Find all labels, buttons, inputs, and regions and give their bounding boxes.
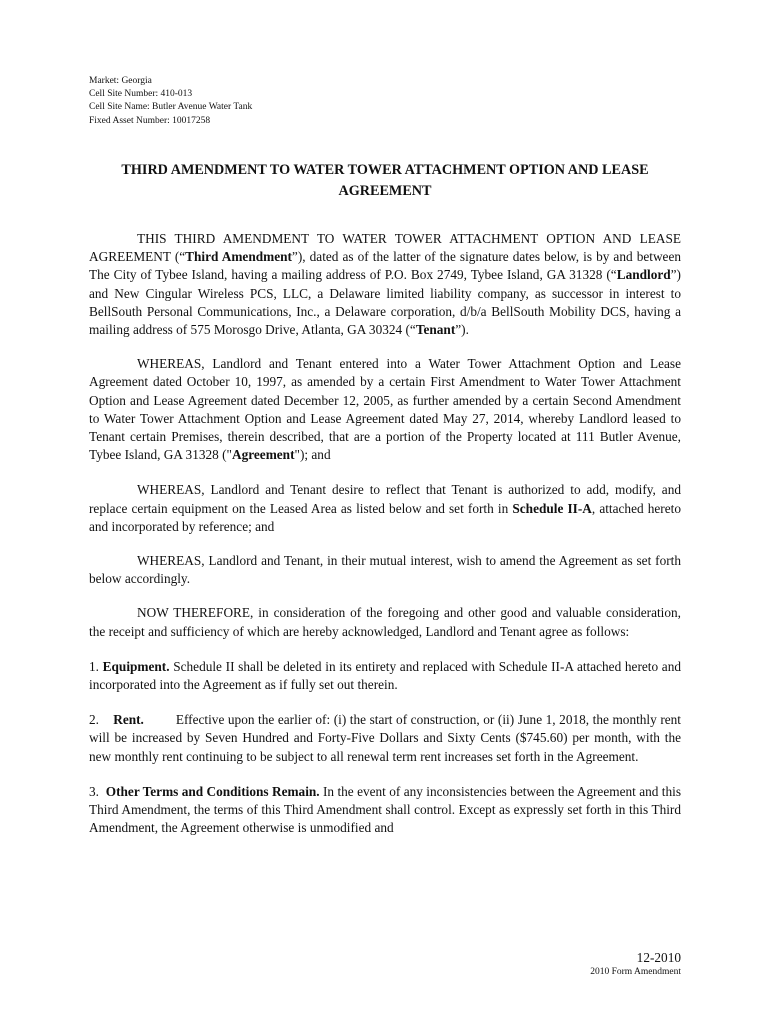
whereas2-text-2: , attached hereto and incorporated by reference; and (89, 500, 681, 534)
intro-text-2: ”), dated as of the latter of the signature dates below, is by and between The City of Tybee Island, having a mailing address of P.O. Box 2749, Tybee Island, GA 31328 (“ (89, 249, 682, 283)
document-title (89, 160, 681, 202)
title-line-1: THIRD AMENDMENT TO WATER TOWER ATTACHMENT OPTION AND LEASE (121, 162, 649, 178)
whereas2-schedule-ref: Schedule II-A (512, 500, 592, 516)
whereas2-text-1: WHEREAS, Landlord and Tenant desire to reflect that Tenant is authorized to add, modify, and replace certain equipment on the Leased Area as listed below and set forth in (89, 482, 681, 516)
footer-form-code: 12-2010 (636, 950, 681, 965)
intro-paragraph (89, 230, 681, 339)
section-2-text: Effective upon the earlier of: (i) the start of construction, or (ii) June 1, 2018, the monthly rent will be increased by Seven Hundred and Forty-Five Dollars and Sixty Cents ($745.60) per month, with the new monthly rent continuing to be subject to all renewal term rent increases set forth in the Agreement. (89, 712, 682, 764)
cell-site-name-line: Cell Site Name: Butler Avenue Water Tank (89, 102, 253, 113)
document-body (89, 230, 681, 854)
section-1-number: 1. (89, 658, 99, 674)
whereas-paragraph-2 (89, 481, 681, 536)
section-3-text: In the event of any inconsistencies between the Agreement and this Third Amendment, the terms of this Third Amendment shall control. Except as expressly set forth in this Third Amendment, the Agreement otherwise is unmodified and (89, 783, 681, 836)
section-3-number: 3. (89, 783, 99, 799)
whereas-paragraph-3: WHEREAS, Landlord and Tenant, in their mutual interest, wish to amend the Agreement as set forth below accordingly. (89, 553, 681, 587)
section-2-rent (89, 711, 681, 766)
intro-defined-term-third-amendment: Third Amendment (185, 249, 292, 265)
section-1-text: Schedule II shall be deleted in its entirety and replaced with Schedule II-A attached hereto and incorporated into the Agreement as if fully set out therein. (89, 658, 682, 693)
whereas-paragraph-1 (89, 355, 681, 464)
footer-form-name: 2010 Form Amendment (590, 967, 681, 977)
intro-text-4: ”). (455, 322, 469, 338)
section-1-heading: Equipment. (102, 658, 170, 674)
now-therefore-paragraph: NOW THEREFORE, in consideration of the foregoing and other good and valuable consideration, the receipt and sufficiency of which are hereby acknowledged, Landlord and Tenant agree as follows: (89, 605, 681, 639)
section-1-equipment (89, 658, 681, 694)
intro-text-3: ”) and New Cingular Wireless PCS, LLC, a Delaware limited liability company, as successor in interest to BellSouth Personal Communications, Inc., a Delaware corporation, d/b/a BellSouth Mobility DCS, having a mailing address of 575 Morosgo Drive, Atlanta, GA 30324 (“ (89, 267, 681, 338)
fixed-asset-number-line: Fixed Asset Number: 10017258 (89, 115, 211, 126)
title-line-2: AGREEMENT (338, 183, 432, 199)
intro-defined-term-landlord: Landlord (616, 267, 671, 283)
section-2-heading: Rent. (113, 712, 144, 728)
cell-site-number-line: Cell Site Number: 410-013 (89, 89, 193, 100)
section-3-other-terms (89, 783, 681, 838)
whereas1-text-1: WHEREAS, Landlord and Tenant entered into a Water Tower Attachment Option and Lease Agreement dated October 10, 1997, as amended by a certain First Amendment to Water Tower Attachment Option and Lease Agreement dated December 12, 2005, as further amended by a certain Second Amendment to Water Tower Attachment Option and Lease Agreement dated May 27, 2014, whereby Landlord leased to Tenant certain Premises, therein described, that are a portion of the Property located at 111 Butler Avenue, Tybee Island, GA 31328 (" (89, 356, 681, 463)
intro-text-1: THIS THIRD AMENDMENT TO WATER TOWER ATTACHMENT OPTION AND LEASE AGREEMENT (“ (89, 231, 681, 265)
section-2-number: 2. (89, 712, 99, 728)
market-line: Market: Georgia (89, 76, 152, 86)
whereas1-defined-term-agreement: Agreement (231, 447, 295, 463)
whereas1-text-2: "); and (294, 447, 331, 463)
intro-defined-term-tenant: Tenant (415, 322, 456, 338)
site-info-header (89, 75, 252, 128)
section-3-heading: Other Terms and Conditions Remain. (105, 783, 320, 799)
